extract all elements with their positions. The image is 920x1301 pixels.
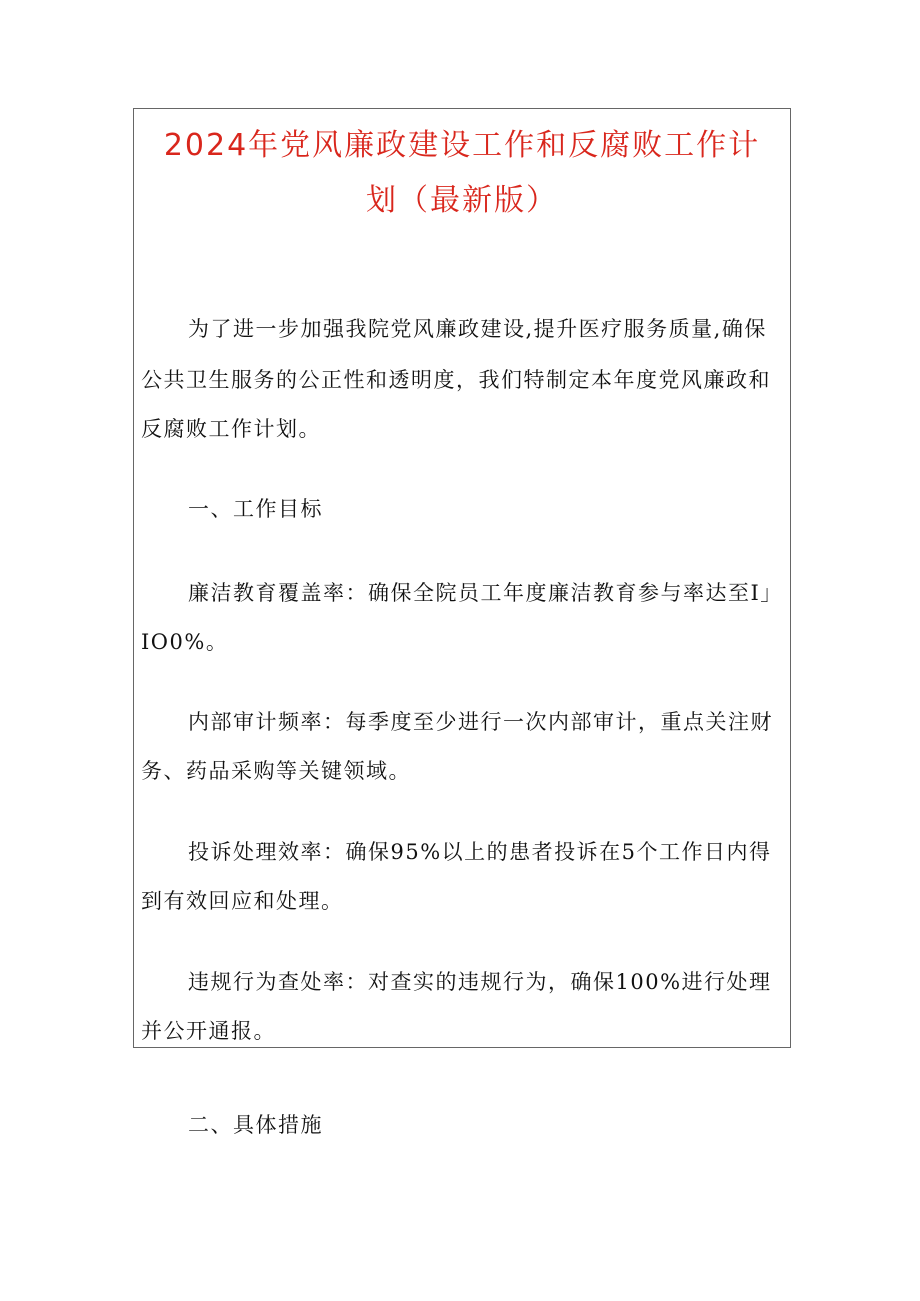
goal-1-line-2: IO0%。 xyxy=(141,630,229,654)
intro-line-2: 公共卫生服务的公正性和透明度，我们特制定本年度党风廉政和 xyxy=(141,368,771,392)
goal-1-line-1: 廉洁教育覆盖率：确保全院员工年度廉洁教育参与率达至I」 xyxy=(188,581,783,605)
section-2-heading: 二、具体措施 xyxy=(188,1113,323,1137)
goal-2-line-2: 务、药品采购等关键领域。 xyxy=(141,759,411,783)
goal-3-line-1: 投诉处理效率：确保95%以上的患者投诉在5个工作日内得 xyxy=(188,840,772,864)
document-title-line-1: 2024年党风廉政建设工作和反腐败工作计 xyxy=(163,128,761,163)
intro-line-3: 反腐败工作计划。 xyxy=(141,417,321,441)
document-title-line-2: 划（最新版） xyxy=(366,183,558,218)
goal-2-line-1: 内部审计频率：每季度至少进行一次内部审计，重点关注财 xyxy=(188,710,773,734)
goal-4-line-1: 违规行为查处率：对查实的违规行为，确保100%进行处理 xyxy=(188,970,772,994)
intro-line-1: 为了进一步加强我院党风廉政建设,提升医疗服务质量,确保 xyxy=(188,317,767,341)
goal-3-line-2: 到有效回应和处理。 xyxy=(141,889,344,913)
section-1-heading: 一、工作目标 xyxy=(188,497,323,521)
goal-4-line-2: 并公开通报。 xyxy=(141,1019,276,1043)
